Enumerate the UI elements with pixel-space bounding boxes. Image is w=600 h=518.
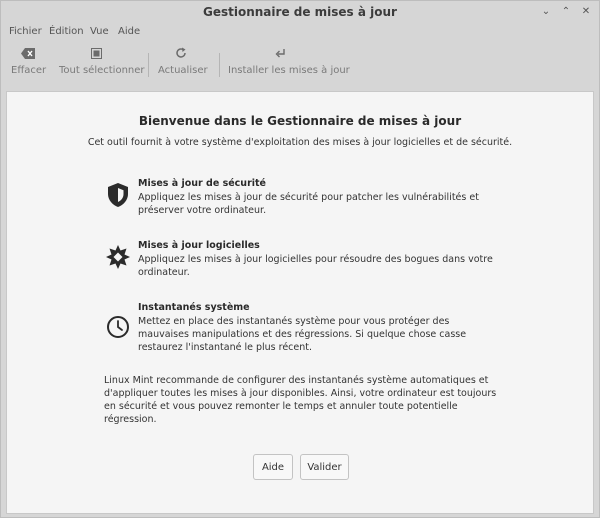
clear-label: Effacer [11,65,47,76]
backspace-icon [11,46,45,64]
toolbar-separator [219,53,220,77]
feature-desc-snapshots: Mettez en place des instantanés système pour vous protéger des mauvaises manipulations et des régressions. Si quelque chose casse restaurez l'instantané le plus récent. [138,316,467,353]
toolbar [1,44,599,88]
refresh-icon [158,46,204,64]
page-title: Bienvenue dans le Gestionnaire de mises à jour [138,114,462,128]
clock-icon [103,312,133,342]
close-icon[interactable]: ✕ [581,6,591,17]
shield-icon [103,180,133,210]
title-bar [1,1,599,24]
clear-button[interactable] [11,46,45,84]
maximize-icon[interactable]: ⌃ [561,6,571,17]
gear-icon [103,242,133,272]
feature-title-software: Mises à jour logicielles [138,240,260,251]
select-all-button[interactable] [59,46,145,84]
menu-bar [1,24,599,42]
menu-view[interactable]: Vue [90,26,109,37]
select-all-label: Tout sélectionner [59,65,145,76]
toolbar-separator [148,53,149,77]
install-updates-button[interactable] [228,46,350,84]
refresh-label: Actualiser [158,65,208,76]
refresh-button[interactable] [158,46,208,84]
install-icon [228,46,334,64]
menu-file[interactable]: Fichier [9,26,42,37]
minimize-icon[interactable]: ⌄ [541,6,551,17]
recommendation-text: Linux Mint recommande de configurer des instantanés système automatiques et d'appliquer toutes les mises à jour disponibles. Ainsi, votre ordinateur est toujours en sécurité et vous pouvez remonter le temps et annuler toute potentielle régression. [104,375,497,425]
menu-help[interactable]: Aide [118,26,141,37]
welcome-panel [6,91,594,514]
feature-title-security: Mises à jour de sécurité [138,178,266,189]
feature-desc-security: Appliquez les mises à jour de sécurité pour patcher les vulnérabilités et préserver votre ordinateur. [138,192,479,216]
select-all-icon [59,46,133,64]
feature-title-snapshots: Instantanés système [138,302,250,313]
help-button[interactable]: Aide [253,454,293,480]
page-subtitle: Cet outil fournit à votre système d'exploitation des mises à jour logicielles et de sécurité. [87,137,513,148]
install-label: Installer les mises à jour [228,65,350,76]
menu-edit[interactable]: Édition [49,26,84,37]
feature-desc-software: Appliquez les mises à jour logicielles pour résoudre des bogues dans votre ordinateur. [138,254,493,278]
window-title: Gestionnaire de mises à jour [203,5,397,19]
ok-button[interactable]: Valider [300,454,349,480]
